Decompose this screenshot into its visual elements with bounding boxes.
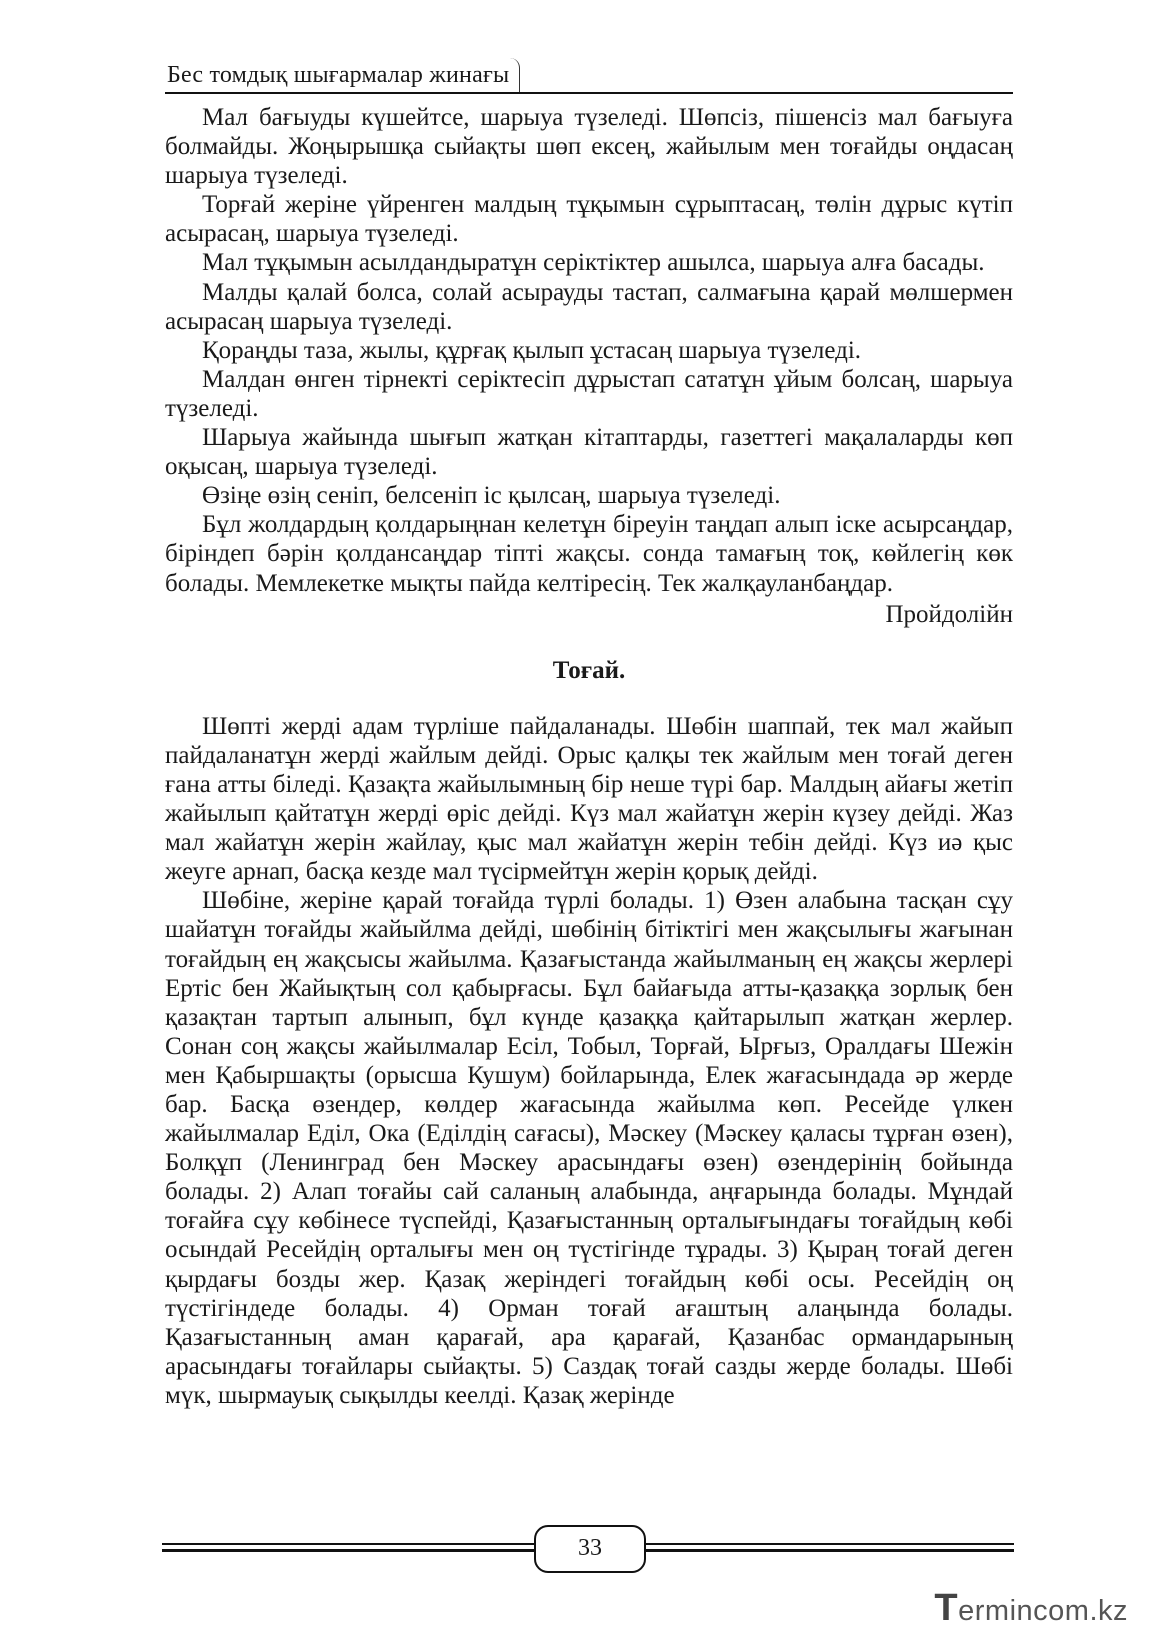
paragraph: Шөбіне, жеріне қарай тоғайда түрлі болады. 1) Өзен алабына тасқан сұу шайатұн тоғайды жайыйлма дейді, шөбінің бітіктігі мен жақсылығы жағынан тоғайдың ең жақсысы жайылма. Қазағыстанда жайылманың ең жақсы жерлері Ертіс бен Жайықтың сол қабырғасы. Бұл байағыда атты-қазаққа зорлық бен қазақтан тартып алынып, бұл күнде қазаққа қайтарылып жатқан жерлер. Сонан соң жақсы жайылмалар Есіл, Тобыл, Торғай, Ырғыз, Оралдағы Шежін мен Қабыршақты (орысша Кушум) бойларында, Елек жағасындада әр жерде бар. Басқа өзендер, көлдер жағасында жайылма көп. Ресейде үлкен жайылмалар Еділ, Ока (Еділдің сағасы), Мәскеу (Мәскеу қаласы тұрған өзен), Болқұп (Ленинград бен Мәскеу арасындағы өзен) өзендерінің бойында болады. 2) Алап тоғайы сай саланың алабында, аңғарында болады. Мұндай тоғайға сұу көбінесе түспейді, Қазағыстанның орталығындағы тоғайдың көбі осындай Ресейдің орталығы мен оң түстігінде тұрады. 3) Қыраң тоғай деген қырдағы бозды жер. Қазақ жеріндегі тоғайдың көбі осы. Ресейдің оң түстігіндеде болады. 4) Орман тоғай ағаштың алаңында болады. Қазағыстанның аман қарағай, ара қарағай, Қазанбас ормандарының арасындағы тоғайлары сыйақты. 5) Саздақ тоғай сазды жерде болады. Шөбі мүк, шырмауық сықылды кеелді. Қазақ жерінде <box>165 887 1013 1409</box>
site-watermark <box>934 1588 1128 1628</box>
page-body <box>165 103 1013 1410</box>
paragraph: Мал тұқымын асылдандыратұн серіктіктер ашылса, шарыуа алға басады. <box>202 249 985 277</box>
paragraph: Шөпті жерді адам түрліше пайдаланады. Шөбін шаппай, тек мал жайып пайдаланатұн жерді жайлым дейді. Орыс қалқы тек жайлым мен тоғай деген ғана атты біледі. Қазақта жайылымның бір неше түрі бар. Малдың айағы жетіп жайылып қайтатұн жерді өріс дейді. Күз мал жайатұн жерін күзеу дейді. Жаз мал жайатұн жерін жайлау, қыс мал жайатұн жерін тебін дейді. Күз иә қыс жеуге арнап, басқа кезде мал түсірмейтұн жерін қорық дейді. <box>165 712 1013 886</box>
running-head <box>165 58 1013 94</box>
footer-rule-right <box>634 1549 1014 1552</box>
paragraph: Торғай жеріне үйренген малдың тұқымын сұрыптасаң, төлін дұрыс күтіп асырасаң, шарыуа түзеледі. <box>165 191 1013 248</box>
author-signature: Пройдолійн <box>885 600 1013 628</box>
paragraph: Малдан өнген тірнекті серіктесіп дұрыстап сататұн ұйым болсаң, шарыуа түзеледі. <box>165 365 1013 422</box>
watermark-initial: T <box>934 1587 959 1629</box>
footer-rule-left <box>162 1543 542 1545</box>
paragraph: Бұл жолдардың қолдарыңнан келетұн біреуін таңдап алып іске асырсаңдар, біріндеп бәрін қолдансаңдар тіпті жақсы. сонда тамағың тоқ, көйлегің көк болады. Мемлекетке мықты пайда келтіресің. Тек жалқауланбаңдар. <box>165 511 1013 597</box>
watermark-text: ermincom.kz <box>958 1595 1128 1627</box>
paragraph: Шарыуа жайында шығып жатқан кітаптарды, газеттегі мақалаларды көп оқысаң, шарыуа түзеледі. <box>165 424 1013 481</box>
paragraph: Өзіңе өзің сеніп, белсеніп іс қылсаң, шарыуа түзеледі. <box>202 482 781 510</box>
footer-rule-right <box>634 1543 1014 1545</box>
footer-rule-left <box>162 1549 542 1552</box>
page-number: 33 <box>534 1525 646 1573</box>
paragraph: Қораңды таза, жылы, құрғақ қылып ұстасаң шарыуа түзеледі. <box>202 336 862 364</box>
header-rule <box>165 92 1013 94</box>
section-title: Тоғай. <box>552 656 626 684</box>
page-footer <box>162 1525 1014 1575</box>
paragraph: Малды қалай болса, солай асырауды тастап, салмағына қарай мөлшермен асырасаң шарыуа түзеледі. <box>165 278 1013 335</box>
book-title: Бес томдық шығармалар жинағы <box>165 58 520 92</box>
paragraph: Мал бағыуды күшейтсе, шарыуа түзеледі. Шөпсіз, пішенсіз мал бағыуға болмайды. Жоңырышқа сыйақты шөп ексең, жайылым мен тоғайды оңдасаң шарыуа түзеледі. <box>165 104 1013 190</box>
